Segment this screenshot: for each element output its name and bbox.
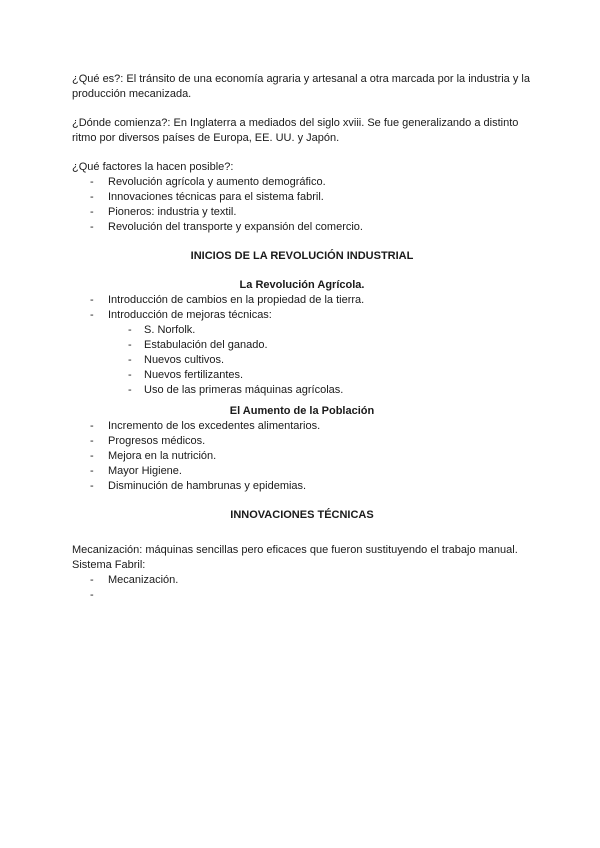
list-item: - Mayor Higiene.: [72, 464, 532, 479]
list-item: - Introducción de cambios en la propiedad de la tierra.: [72, 293, 532, 308]
factores-list: [72, 175, 532, 235]
list-item: - S. Norfolk.: [72, 323, 532, 338]
list-item: - Disminución de hambrunas y epidemias.: [72, 479, 532, 494]
list-item: - Mecanización.: [72, 573, 532, 588]
list-item: - Innovaciones técnicas para el sistema fabril.: [72, 190, 532, 205]
section-heading-inicios: INICIOS DE LA REVOLUCIÓN INDUSTRIAL: [190, 250, 414, 262]
list-item: - Introducción de mejoras técnicas:: [72, 308, 532, 323]
poblacion-list: [72, 419, 532, 494]
paragraph-factores: ¿Qué factores la hacen posible?:: [72, 161, 234, 173]
list-item: - Revolución del transporte y expansión del comercio.: [72, 220, 532, 235]
paragraph-sistema-fabril: Sistema Fabril:: [72, 559, 146, 571]
list-item: - Uso de las primeras máquinas agrícolas.: [72, 383, 532, 398]
paragraph-mecanizacion: Mecanización: máquinas sencillas pero eficaces que fueron sustituyendo el trabajo manual.: [72, 544, 518, 556]
mejoras-list: [72, 323, 532, 398]
paragraph-que-es: ¿Qué es?: El tránsito de una economía agraria y artesanal a otra marcada por la industria y la producción mecanizada.: [72, 73, 530, 100]
list-item: - Incremento de los excedentes alimentarios.: [72, 419, 532, 434]
list-item: - Estabulación del ganado.: [72, 338, 532, 353]
section-heading-innovaciones: INNOVACIONES TÉCNICAS: [230, 509, 374, 521]
list-item: - Nuevos cultivos.: [72, 353, 532, 368]
paragraph-donde-comienza: ¿Dónde comienza?: En Inglaterra a mediados del siglo xviii. Se fue generalizando a distinto ritmo por diversos países de Europa, EE. UU. y Japón.: [72, 117, 519, 144]
sistema-fabril-list: [72, 573, 532, 588]
subheading-aumento-poblacion: El Aumento de la Población: [229, 405, 375, 417]
list-item: - Nuevos fertilizantes.: [72, 368, 532, 383]
list-item: - Mejora en la nutrición.: [72, 449, 532, 464]
subheading-revolucion-agricola: La Revolución Agrícola.: [239, 279, 365, 291]
agricola-list: [72, 293, 532, 323]
document-content: [72, 72, 532, 588]
list-item: - Progresos médicos.: [72, 434, 532, 449]
list-item: - Revolución agrícola y aumento demográfico.: [72, 175, 532, 190]
list-item: - Pioneros: industria y textil.: [72, 205, 532, 220]
